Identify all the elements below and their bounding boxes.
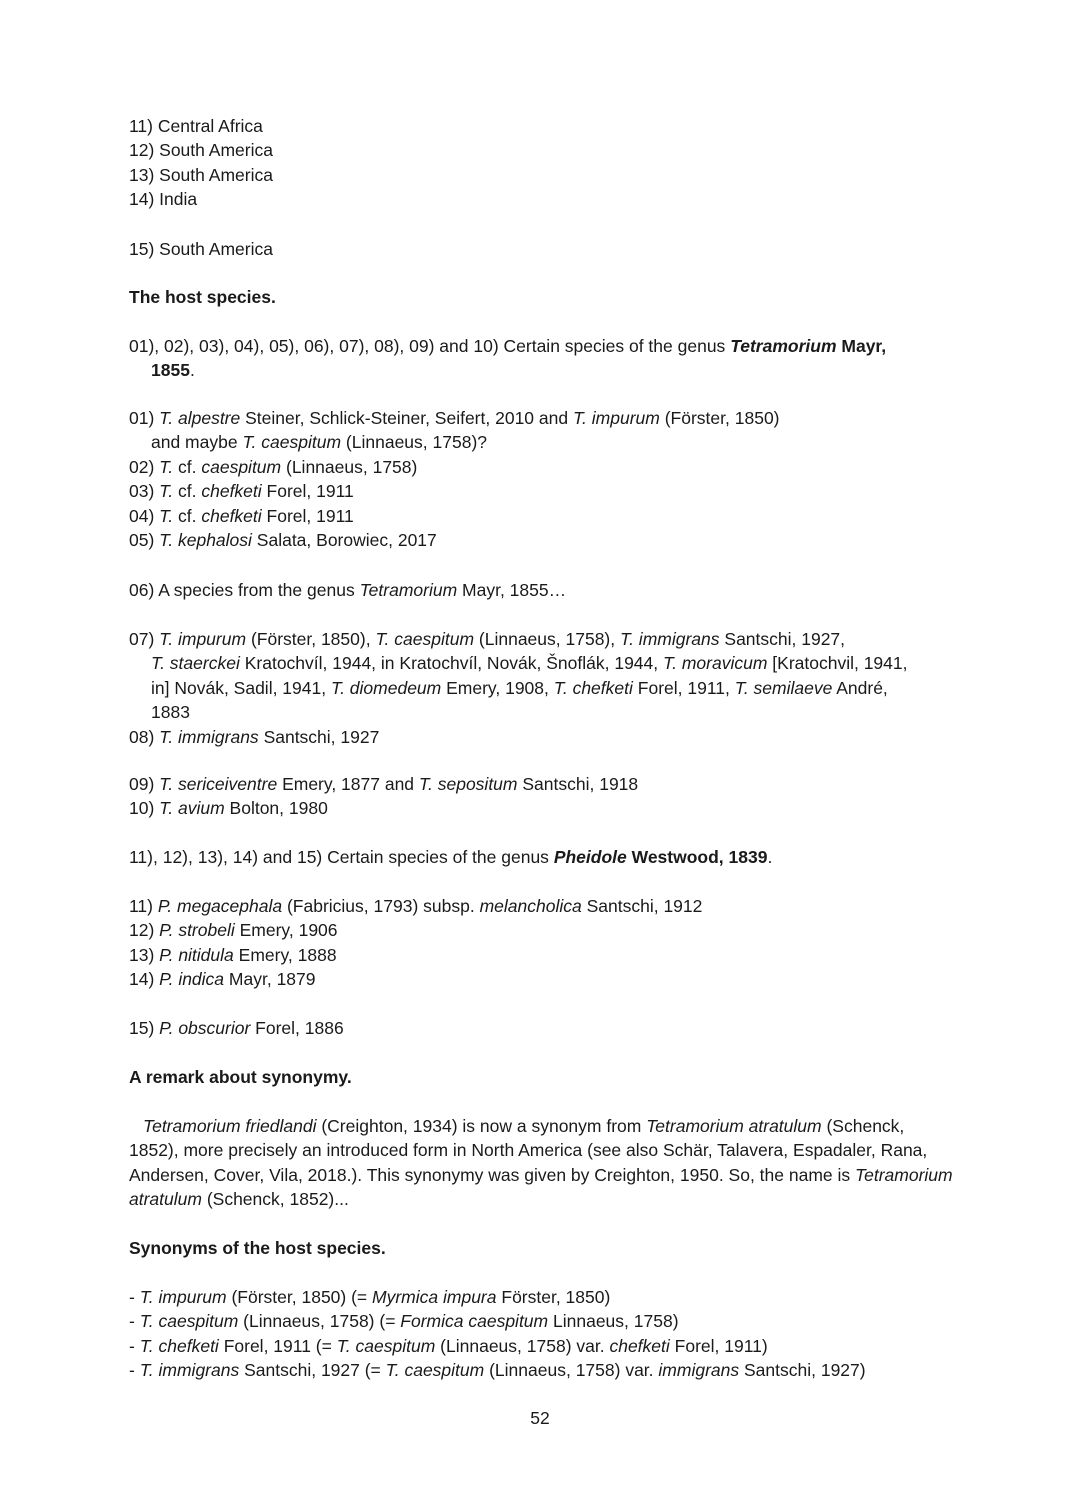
list-item: 12) South America: [129, 140, 273, 161]
host-entry-07: 07) T. impurum (Förster, 1850), T. caespitum (Linnaeus, 1758), T. immigrans Santschi, 1927,: [129, 629, 846, 649]
section-heading-synonymy-remark: A remark about synonymy.: [129, 1067, 352, 1087]
list-item: - T. chefketi Forel, 1911 (= T. caespitum (Linnaeus, 1758) var. chefketi Forel, 1911): [129, 1335, 768, 1356]
host-entry-13: 13) P. nitidula Emery, 1888: [129, 944, 337, 965]
host-entry-11: 11) P. megacephala (Fabricius, 1793) subsp. melancholica Santschi, 1912: [129, 896, 703, 916]
list-item: 13) South America: [129, 164, 273, 185]
host-entry-15: 15) P. obscurior Forel, 1886: [129, 1018, 344, 1038]
host-entry-04: 04) T. cf. chefketi Forel, 1911: [129, 505, 354, 526]
distribution-list: [129, 114, 959, 212]
tetramorium-intro: 01), 02), 03), 04), 05), 06), 07), 08), 09) and 10) Certain species of the genus Tetramorium Mayr, 1855.: [129, 336, 887, 381]
pheidole-intro: 11), 12), 13), 14) and 15) Certain species of the genus Pheidole Westwood, 1839.: [129, 847, 773, 867]
pheidole-entries: [129, 894, 959, 992]
host-entry-05: 05) T. kephalosi Salata, Borowiec, 2017: [129, 529, 437, 550]
pheidole-entry-15: [129, 1016, 959, 1040]
host-entry-14: 14) P. indica Mayr, 1879: [129, 969, 316, 990]
list-item: - T. impurum (Förster, 1850) (= Myrmica impura Förster, 1850): [129, 1287, 611, 1307]
host-synonyms-list: [129, 1285, 959, 1383]
list-item: 14) India: [129, 189, 198, 210]
page-number: 52: [530, 1408, 550, 1428]
host-entries-01-05: 01) T. alpestre Steiner, Schlick-Steiner, Seifert, 2010 and T. impurum (Förster, 1850) and maybe T. caespitum (Linnaeus, 1758)? 02) T. cf. caespitum (Linnaeus, 1758) 03) T. cf. chefketi Forel, 1911 04) T. cf. chefketi Forel, 1911 05) T. kephalosi Salata, Borowiec, 2017: [129, 406, 959, 552]
host-entry-10: 10) T. avium Bolton, 1980: [129, 798, 328, 819]
host-entry-03: 03) T. cf. chefketi Forel, 1911: [129, 481, 354, 502]
host-entry-06: 06) A species from the genus Tetramorium Mayr, 1855…: [129, 580, 567, 600]
distribution-list-b: [129, 237, 959, 261]
host-entry-02: 02) T. cf. caespitum (Linnaeus, 1758): [129, 456, 418, 477]
section-heading-host-species: The host species.: [129, 287, 276, 307]
host-entry-09: 09) T. sericeiventre Emery, 1877 and T. sepositum Santschi, 1918: [129, 774, 639, 794]
section-heading-host-synonyms: Synonyms of the host species.: [129, 1238, 386, 1258]
host-entries-07-08: 07) T. impurum (Förster, 1850), T. caespitum (Linnaeus, 1758), T. immigrans Santschi, 1927, T. staerckei Kratochvíl, 1944, in Kratochvíl, Novák, Šnoflák, 1944, T. moravicum [Kratochvil, 1941, in] Novák, Sadil, 1941, T. diomedeum Emery, 1908, T. chefketi Forel, 1911, T. semilaeve André, 1883 08) T. immigrans Santschi, 1927: [129, 627, 959, 749]
list-item: - T. caespitum (Linnaeus, 1758) (= Formica caespitum Linnaeus, 1758): [129, 1311, 679, 1332]
host-entry-12: 12) P. strobeli Emery, 1906: [129, 920, 338, 941]
list-item: - T. immigrans Santschi, 1927 (= T. caespitum (Linnaeus, 1758) var. immigrans Santschi, 1927): [129, 1360, 866, 1381]
host-entries-09-10: [129, 772, 959, 821]
list-item: 11) Central Africa: [129, 116, 263, 136]
host-entry-08: 08) T. immigrans Santschi, 1927: [129, 726, 380, 747]
list-item: 15) South America: [129, 239, 273, 259]
host-entry-01: 01) T. alpestre Steiner, Schlick-Steiner, Seifert, 2010 and T. impurum (Förster, 1850): [129, 408, 780, 428]
synonymy-remark-paragraph: Tetramorium friedlandi (Creighton, 1934) is now a synonym from Tetramorium atratulum (Schenck, 1852), more precisely an introduced form in North America (see also Schär, Talavera, Espadaler, Rana, Andersen, Cover, Vila, 2018.). This synonymy was given by Creighton, 1950. So, the name is Tetramorium atratulum (Schenck, 1852)...: [129, 1116, 953, 1210]
